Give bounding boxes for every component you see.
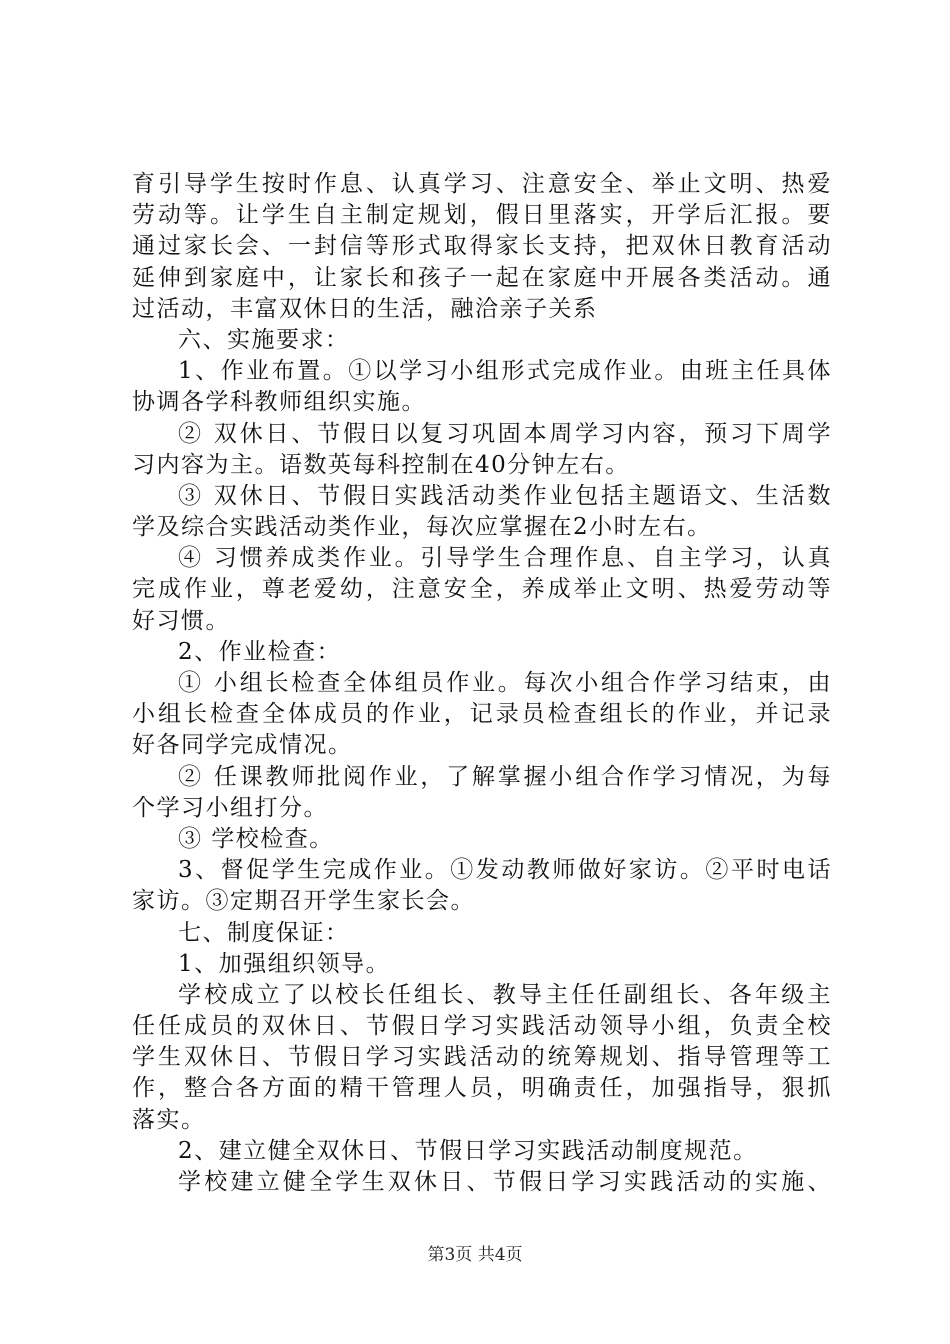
text-line: 劳动等。让学生自主制定规划，假日里落实，开学后汇报。要 bbox=[132, 202, 832, 229]
text-line: 任任成员的双休日、节假日学习实践活动领导小组，负责全校 bbox=[132, 1013, 832, 1040]
text-line: ① 小组长检查全体组员作业。每次小组合作学习结束，由 bbox=[178, 670, 832, 696]
text-line: 学校成立了以校长任组长、教导主任任副组长、各年级主 bbox=[178, 981, 832, 1008]
text-line: 协调各学科教师组织实施。 bbox=[132, 389, 426, 416]
text-line: 好各同学完成情况。 bbox=[132, 732, 353, 759]
text-line: ③ 学校检查。 bbox=[178, 825, 334, 852]
text-line: ④ 习惯养成类作业。引导学生合理作息、自主学习，认真 bbox=[178, 545, 832, 572]
text-line: 通过家长会、一封信等形式取得家长支持，把双休日教育活动 bbox=[132, 233, 832, 260]
text-line: 落实。 bbox=[132, 1106, 206, 1133]
section-heading: 六、实施要求： bbox=[178, 326, 350, 353]
text-line: 育引导学生按时作息、认真学习、注意安全、举止文明、热爱 bbox=[132, 171, 832, 197]
text-line: ② 任课教师批阅作业，了解掌握小组合作学习情况，为每 bbox=[178, 763, 832, 790]
text-line: 小组长检查全体成员的作业，记录员检查组长的作业，并记录 bbox=[132, 701, 832, 728]
text-line: 过活动，丰富双休日的生活，融洽亲子关系 bbox=[132, 295, 598, 322]
text-line: 3、督促学生完成作业。①发动教师做好家访。②平时电话 bbox=[178, 857, 832, 884]
text-line: 学校建立健全学生双休日、节假日学习实践活动的实施、 bbox=[178, 1169, 832, 1195]
text-line: 学及综合实践活动类作业，每次应掌握在2小时左右。 bbox=[132, 514, 712, 541]
text-line: 1、作业布置。①以学习小组形式完成作业。由班主任具体 bbox=[178, 358, 832, 385]
document-body bbox=[132, 169, 832, 1198]
page-number-label: 第3页 共4页 bbox=[427, 1245, 523, 1265]
text-line: ③ 双休日、节假日实践活动类作业包括主题语文、生活数 bbox=[178, 482, 832, 509]
text-line: 家访。③定期召开学生家长会。 bbox=[132, 888, 475, 915]
subsection-heading: 2、作业检查： bbox=[178, 638, 342, 665]
text-line: ② 双休日、节假日以复习巩固本周学习内容，预习下周学 bbox=[178, 420, 832, 447]
text-line: 作，整合各方面的精干管理人员，明确责任，加强指导，狠抓 bbox=[132, 1075, 832, 1102]
section-heading: 七、制度保证： bbox=[178, 919, 350, 946]
page-footer bbox=[0, 1244, 950, 1266]
text-line: 习内容为主。语数英每科控制在40分钟左右。 bbox=[132, 451, 630, 478]
subsection-heading: 2、建立健全双休日、节假日学习实践活动制度规范。 bbox=[178, 1137, 758, 1164]
text-line: 好习惯。 bbox=[132, 607, 230, 634]
text-line: 延伸到家庭中，让家长和孩子一起在家庭中开展各类活动。通 bbox=[132, 264, 832, 291]
text-line: 个学习小组打分。 bbox=[132, 794, 328, 821]
text-line: 学生双休日、节假日学习实践活动的统筹规划、指导管理等工 bbox=[132, 1044, 832, 1071]
text-line: 完成作业，尊老爱幼，注意安全，养成举止文明、热爱劳动等 bbox=[132, 576, 832, 603]
subsection-heading: 1、加强组织领导。 bbox=[178, 950, 391, 977]
